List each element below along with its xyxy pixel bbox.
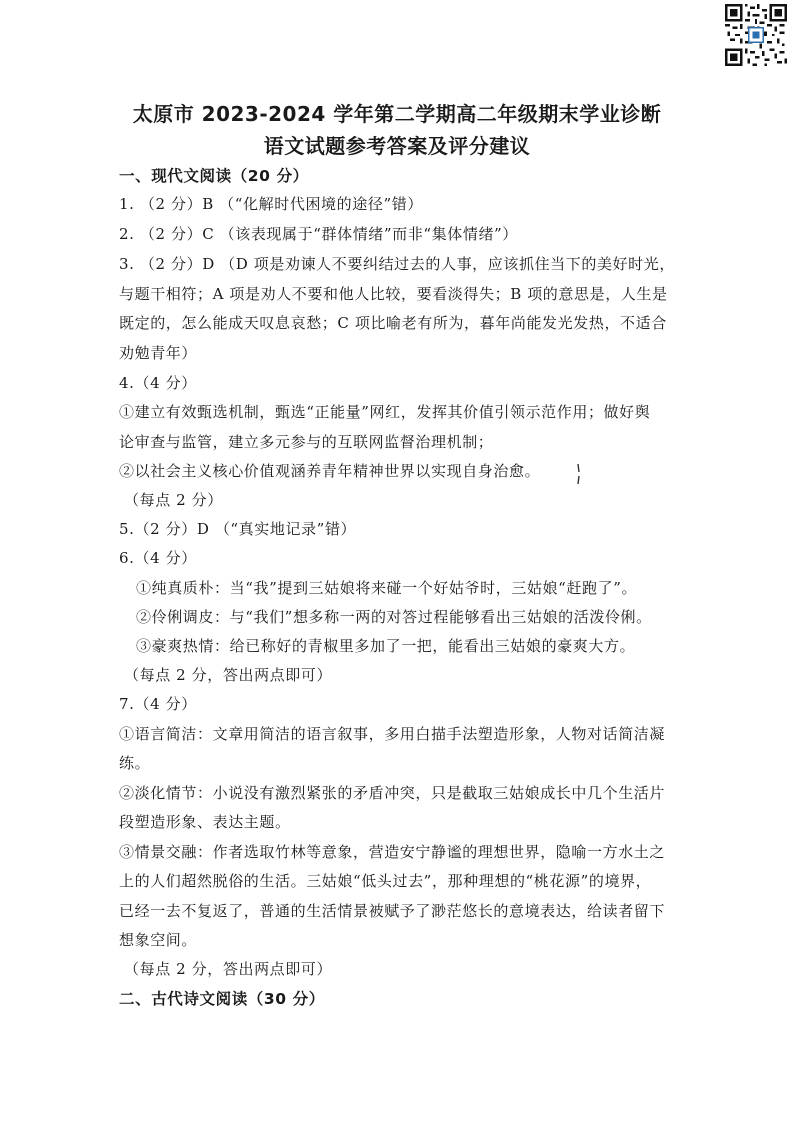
answer-q7-point-3-line: ③情景交融：作者选取竹林等意象，营造安宁静谧的理想世界，隐喻一方水土之	[119, 843, 666, 861]
answer-q6-point: ①纯真质朴：当“我”提到三姑娘将来碰一个好姑爷时，三姑娘“赶跑了”。	[136, 579, 638, 597]
answer-q6-note: （每点 2 分，答出两点即可）	[124, 666, 333, 684]
answer-q7-point-3-line: 已经一去不复返了，普通的生活情景被赋予了渺茫悠长的意境表达，给读者留下	[119, 902, 666, 920]
answer-q7-label: 7.（4 分）	[119, 695, 197, 713]
answer-q3-line: 既定的，怎么能成天叹息哀愁；C 项比喻老有所为，暮年尚能发光发热，不适合	[119, 314, 667, 332]
answer-q4-point-1-line: 论审查与监管，建立多元参与的互联网监督治理机制；	[119, 433, 494, 451]
answer-q7-point-2-line: 段塑造形象、表达主题。	[119, 813, 291, 831]
answer-q3-line: 与题干相符；A 项是劝人不要和他人比较，要看淡得失；B 项的意思是，人生是	[119, 285, 668, 303]
answer-q7-point-3-line: 想象空间。	[119, 931, 198, 949]
answer-q4-point-1-line: ①建立有效甄选机制，甄选“正能量”网红，发挥其价值引领示范作用；做好舆	[119, 403, 651, 421]
answer-q2: 2. （2 分）C （该表现属于“群体情绪”而非“集体情绪”）	[119, 225, 518, 243]
answer-q7-note: （每点 2 分，答出两点即可）	[124, 960, 333, 978]
answer-q4-note: （每点 2 分）	[124, 491, 223, 509]
answer-q4-point-2: ②以社会主义核心价值观涵养青年精神世界以实现自身治愈。	[119, 462, 541, 480]
section-2-heading: 二、古代诗文阅读（30 分）	[119, 990, 325, 1008]
document-title: 太原市 2023-2024 学年第二学期高二年级期末学业诊断	[132, 102, 662, 126]
answer-q7-point-2-line: ②淡化情节：小说没有激烈紧张的矛盾冲突，只是截取三姑娘成长中几个生活片	[119, 784, 666, 802]
section-1-heading: 一、现代文阅读（20 分）	[119, 167, 309, 185]
answer-q6-point: ③豪爽热情：给已称好的青椒里多加了一把，能看出三姑娘的豪爽大方。	[136, 637, 636, 655]
answer-q3-line: 3. （2 分）D （D 项是劝谏人不要纠结过去的人事，应该抓住当下的美好时光，	[119, 255, 675, 273]
stray-mark	[575, 462, 583, 488]
answer-q6-point: ②伶俐调皮：与“我们”想多称一两的对答过程能够看出三姑娘的活泼伶俐。	[136, 608, 652, 626]
answer-q1: 1. （2 分）B （“化解时代困境的途径”错）	[119, 195, 423, 213]
answer-q7-point-1-line: ①语言简洁：文章用简洁的语言叙事，多用白描手法塑造形象，人物对话简洁凝	[119, 725, 666, 743]
answer-q7-point-1-line: 练。	[119, 754, 151, 772]
document-subtitle: 语文试题参考答案及评分建议	[263, 134, 531, 158]
qr-code-icon	[725, 4, 787, 66]
answer-q7-point-3-line: 上的人们超然脱俗的生活。三姑娘“低头过去”，那种理想的“桃花源”的境界，	[119, 872, 652, 890]
answer-q5: 5.（2 分）D （“真实地记录”错）	[119, 520, 357, 538]
answer-q4-label: 4.（4 分）	[119, 374, 197, 392]
answer-q3-line: 劝勉青年）	[119, 344, 198, 362]
answer-q6-label: 6.（4 分）	[119, 549, 197, 567]
